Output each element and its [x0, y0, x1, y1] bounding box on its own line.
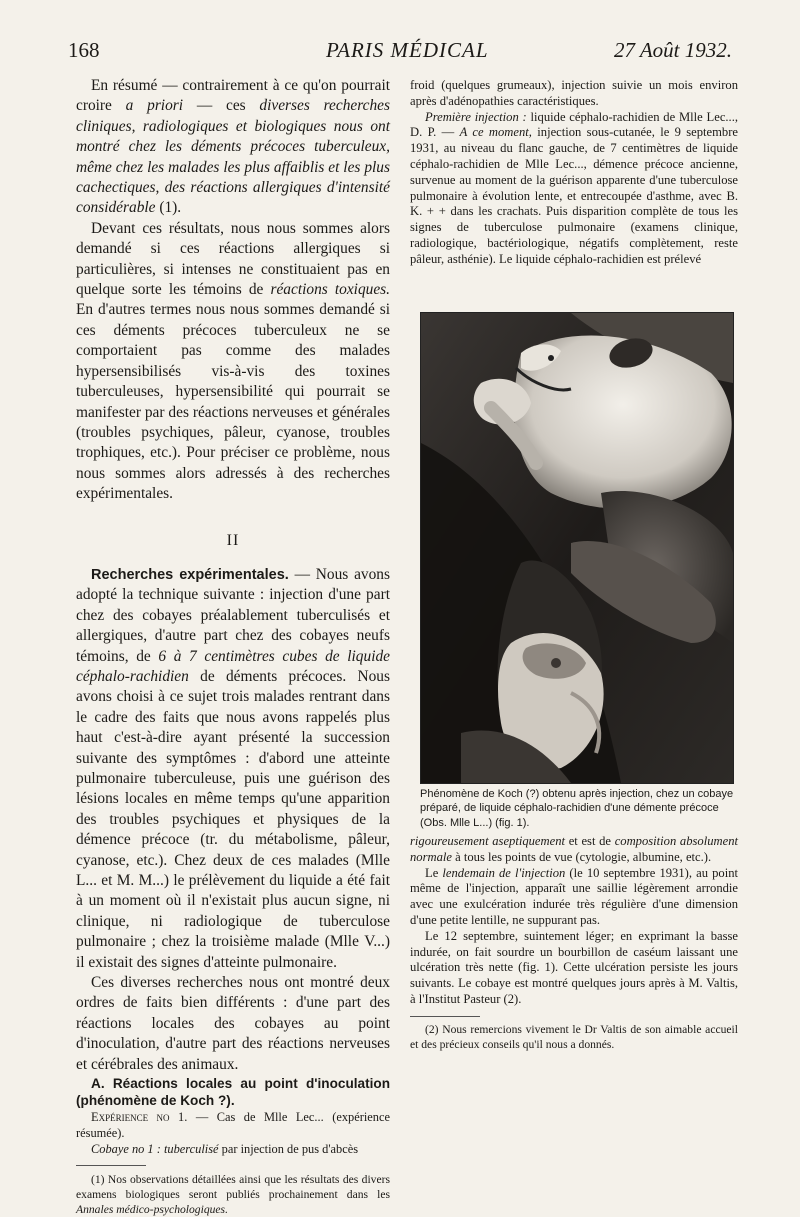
text-run-smallcaps: Expérience no 1. [91, 1110, 188, 1125]
text-run: Le [425, 865, 443, 880]
text-run: — Cas de Mlle Lec... (expérience résumée). [76, 1110, 390, 1141]
text-run: En d'autres termes nous nous sommes demandé si ces déments précoces tuberculeux ne se comportaient pas comme des malades hypersensibilisés vis-à-vis des toxines tuberculeuses, hypersensibilité qui pourrait se manifester par des réactions nerveuses et générales (troubles psychiques, pâleur, cyanose, troubles trophiques, etc.). Pour préciser ce problème, nous nous sommes alors adressés à des recherches expérimentales. [76, 301, 390, 503]
text-run: (1) Nos observations détaillées ainsi que les résultats des divers examens biologiques seront publiés prochainement dans les [76, 1173, 390, 1202]
paragraph [410, 110, 738, 268]
footnote [76, 1172, 390, 1217]
paragraph: Le 12 septembre, suintement léger; en exprimant la basse indurée, on fait sourdre un bourbillon de caséum laissant une ulcération très nette (fig. 1). Cette ulcération persiste les jours suivants. Le cobaye est montré quelques jours après à M. Valtis, à l'Institut Pasteur (2). [410, 928, 738, 1006]
guinea-pig-photo [421, 313, 733, 783]
text-run: et est de [565, 834, 615, 848]
right-column-bottom [410, 834, 738, 1052]
footnote: (2) Nous remercions vivement le Dr Valtis de son aimable accueil et des précieux conseils qu'il nous a donnés. [410, 1022, 738, 1051]
section-numeral: II [226, 531, 240, 549]
text-run-italic: Cobaye no 1 : tuberculisé [91, 1142, 219, 1157]
paragraph: Ces diverses recherches nous ont montré deux ordres de faits bien différents : d'une part des réactions locales des cobayes au point d'inoculation, d'autre part des réactions nerveuses et cérébrales des animaux. [76, 974, 390, 1073]
text-run-italic: composition absolument normale [410, 834, 738, 864]
text-run-italic: a priori [125, 97, 184, 115]
text-run: par injection de pus d'abcès [218, 1142, 359, 1157]
journal-title: PARIS MÉDICAL [326, 38, 489, 62]
text-run-italic: rigoureusement aseptiquement [410, 834, 566, 848]
paragraph [410, 834, 738, 866]
text-run-italic: diverses recherches cliniques, radiologiques et biologiques nous ont montré chez les déments précoces tuberculeux, même chez les malades les plus affaiblis et les plus cachectiques, des réactions allergiques d'intensité considérable [76, 97, 390, 217]
text-run: (1). [155, 199, 182, 217]
text-run-italic: A ce moment, [459, 125, 532, 140]
section-heading: Recherches expérimentales. [91, 566, 289, 583]
figure-caption: Phénomène de Koch (?) obtenu après injection, chez un cobaye préparé, de liquide céphalo-rachidien d'une démente précoce (Obs. Mlle L...) (fig. 1). [420, 788, 734, 829]
text-run: — Nous avons adopté la technique suivante : injection d'une part chez des cobayes préalablement tuberculisés et allergiques, d'autre part chez des cobayes neufs témoins, de [76, 565, 390, 665]
figure-photograph [420, 312, 734, 784]
text-run: En résumé — contrairement à ce qu'on pourrait croire [76, 77, 390, 115]
footnote-divider [76, 1165, 146, 1166]
paragraph [76, 76, 390, 219]
text-run-italic: Première injection : [425, 109, 527, 124]
text-run: (le 10 septembre 1931), au point même de l'injection, apparaît une saillie légèrement arrondie avec une exulcération indurée très régulière d'une dimension d'une petite lentille, ne suppurant pas. [410, 865, 739, 927]
text-run: injection sous-cutanée, le 9 septembre 1931, au niveau du flanc gauche, de 7 centimètres de liquide céphalo-rachidien de Mlle Lec..., démence précoce ancienne, survenue au moment de la guérison apparente d'une tuberculose pulmonaire à évolution lente, et entrecoupée d'asthme, avec B. K. + + dans les crachats. Puis disparition complète de tous les signes de tuberculose pulmonaire (examens clinique, radiologique, bactériologique, négatifs complètement, reste pâleur, asthénie). Le liquide céphalo-rachidien est prélevé [410, 125, 738, 266]
text-run-italic: lendemain de l'injection [442, 865, 566, 880]
text-run-italic: Annales médico-psychologiques. [76, 1203, 228, 1217]
footnote-divider [410, 1016, 480, 1017]
text-run: — ces [183, 97, 260, 115]
left-column [76, 76, 390, 1217]
right-column-top [410, 78, 738, 268]
paragraph [76, 1109, 390, 1141]
paragraph [76, 219, 390, 505]
text-run: Devant ces résultats, nous nous sommes alors demandé si ces réactions allergiques si particulières, si intenses ne constituaient pas en quelque sorte les témoins de [76, 219, 390, 299]
paragraph [410, 866, 738, 929]
text-run-italic: réactions toxiques. [270, 281, 390, 299]
issue-date: 27 Août 1932. [613, 38, 732, 62]
text-run: de déments précoces. Nous avons choisi à ce sujet trois malades rentrant dans le cadre des faits que nous avons rappelés plus haut c'est-à-dire ayant présenté la succession suivante des symptômes : d'abord une atteinte pulmonaire tuberculeuse, puis une guérison des lésions locales en même temps qu'une apparition des troubles psychiques et physiques de la démence précoce (tr. du métabolisme, pâleur, cyanose, etc.). Chez deux de ces malades (Mlle L... et M. M...) le prélèvement du liquide a été fait à un moment où il n'existait plus aucun signe, ni clinique, ni radiologique de tuberculose pulmonaire ; chez la troisième malade (Mlle V...) il existait des signes d'atteinte pulmonaire. [76, 667, 390, 971]
text-run-italic: 6 à 7 centimètres cubes de liquide céphalo-rachidien [76, 647, 390, 685]
paragraph [76, 1141, 390, 1157]
page-number: 168 [68, 38, 100, 62]
page-header [68, 38, 732, 68]
text-run: liquide céphalo-rachidien de Mlle Lec..., D. P. — [410, 109, 739, 140]
text-run: à tous les points de vue (cytologie, albumine, etc.). [451, 849, 712, 864]
paragraph [76, 565, 390, 973]
subsection-heading: A. Réactions locales au point d'inoculation (phénomène de Koch ?). [76, 1076, 390, 1109]
paragraph: froid (quelques grumeaux), injection suivie un mois environ après d'adénopathies caractéristiques. [410, 78, 738, 108]
